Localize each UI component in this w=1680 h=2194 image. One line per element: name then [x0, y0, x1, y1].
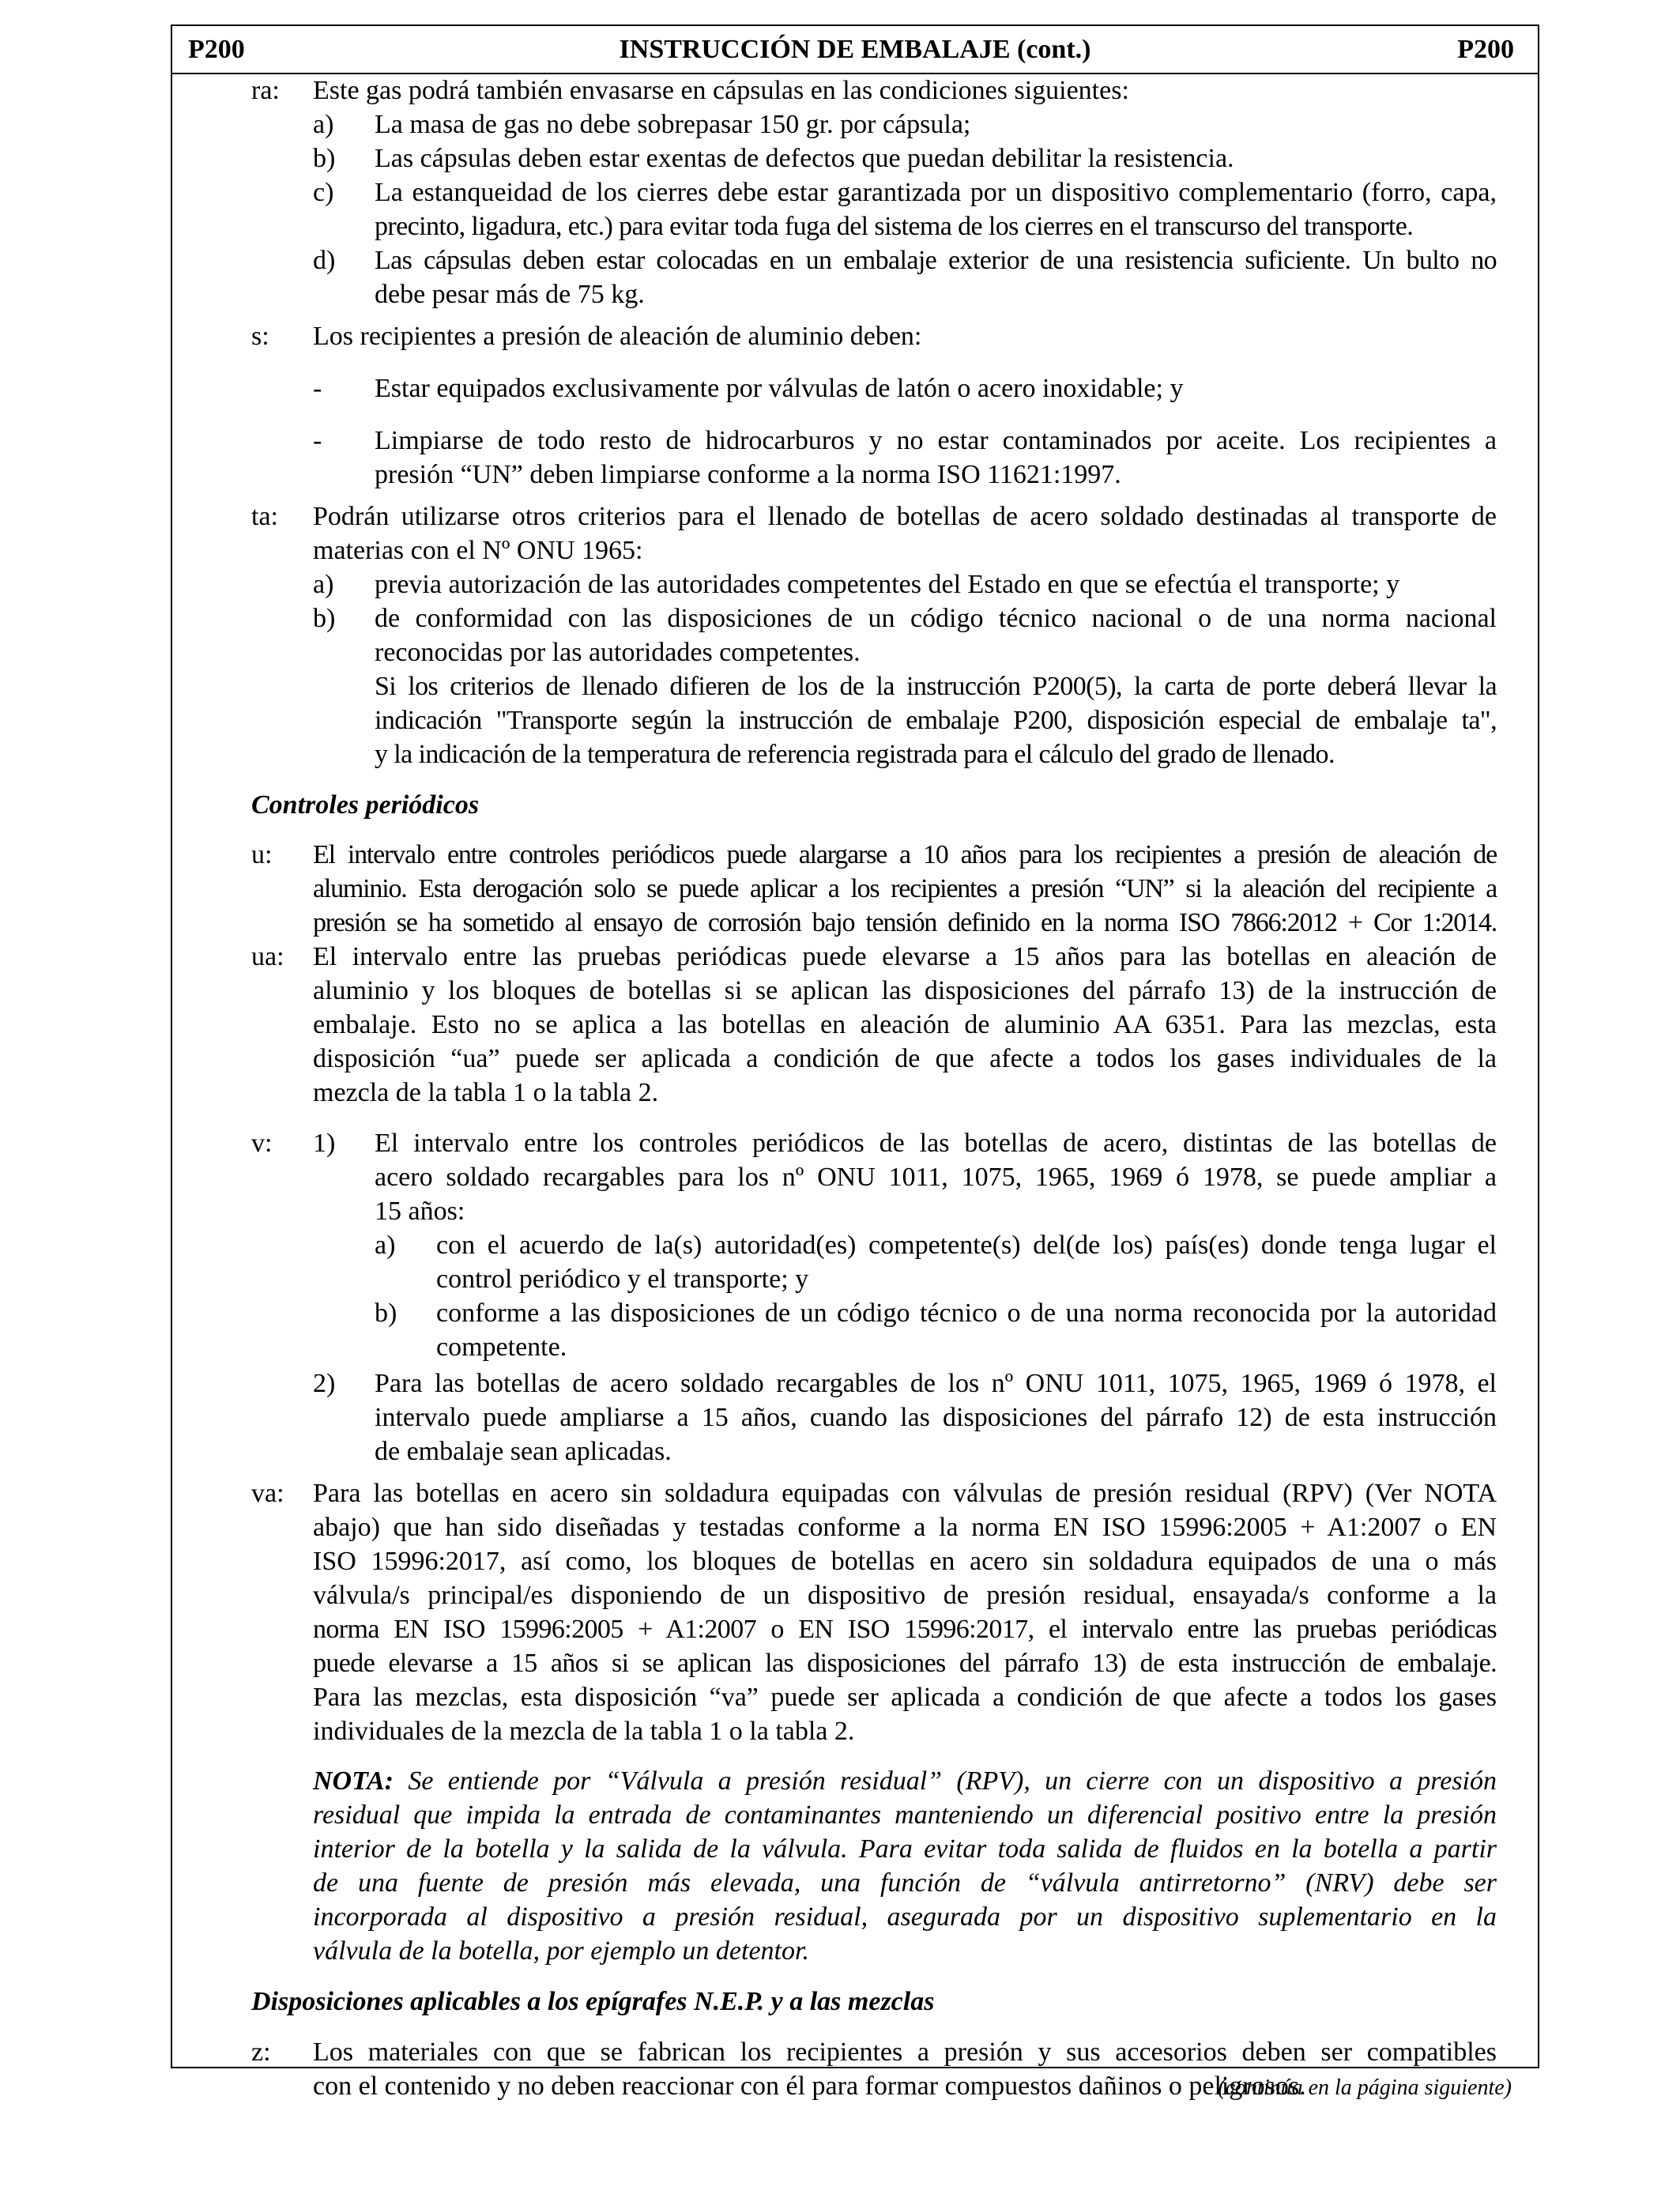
item-text: precinto, ligadura, etc.) para evitar toda fuga del sistema de los cierres en el transcurso del transporte.: [375, 212, 1414, 241]
item-marker: 2): [313, 1369, 336, 1398]
provision-label-ua: ua:: [251, 942, 284, 971]
header-code-left: P200: [188, 35, 245, 64]
provision-text-u: El intervalo entre controles periódicos puede alargarse a 10 años para los recipientes a presión de aleación de: [313, 840, 1497, 869]
item-text: El intervalo entre los controles periódicos de las botellas de acero, distintas de las botellas de: [375, 1129, 1497, 1158]
provision-text-va: individuales de la mezcla de la tabla 1 o la tabla 2.: [313, 1717, 855, 1746]
section-heading-nep: Disposiciones aplicables a los epígrafes N.E.P. y a las mezclas: [251, 1987, 935, 2016]
provision-text-va: Para las botellas en acero sin soldadura equipadas con válvulas de presión residual (RPV) (Ver NOTA: [313, 1479, 1497, 1508]
provision-label-v: v:: [251, 1129, 273, 1158]
provision-label-u: u:: [251, 840, 273, 869]
item-text: La masa de gas no debe sobrepasar 150 gr. por cápsula;: [375, 110, 971, 139]
item-text: intervalo puede ampliarse a 15 años, cuando las disposiciones del párrafo 12) de esta instrucción: [375, 1403, 1497, 1432]
item-marker: a): [313, 570, 334, 599]
provision-text-ra: Este gas podrá también envasarse en cápsulas en las condiciones siguientes:: [313, 76, 1129, 105]
provision-label-ta: ta:: [251, 502, 278, 531]
provision-text-z: con el contenido y no deben reaccionar con él para formar compuestos dañinos o peligrosos.: [313, 2071, 1306, 2101]
item-text: Las cápsulas deben estar exentas de defectos que puedan debilitar la resistencia.: [375, 144, 1234, 173]
item-text: presión “UN” deben limpiarse conforme a la norma ISO 11621:1997.: [375, 460, 1121, 489]
provision-text-u: aluminio. Esta derogación solo se puede aplicar a los recipientes a presión “UN” si la aleación del recipiente a: [313, 874, 1497, 903]
provision-label-va: va:: [251, 1479, 284, 1508]
item-marker: a): [313, 110, 334, 139]
provision-text-va: puede elevarse a 15 años si se aplican las disposiciones del párrafo 13) de esta instrucción de embalaje.: [313, 1649, 1497, 1678]
section-heading-controles: Controles periódicos: [251, 790, 480, 820]
provision-text-va: ISO 15996:2017, así como, los bloques de botellas en acero sin soldadura equipados de una o más: [313, 1547, 1497, 1576]
note-text: Se entiende por “Válvula a presión residual” (RPV), un cierre con un dispositivo a presión: [408, 1766, 1497, 1796]
item-marker: c): [313, 178, 334, 207]
provision-label-s: s:: [251, 322, 269, 351]
item-text: 15 años:: [375, 1197, 465, 1226]
note-text: interior de la botella y la salida de la válvula. Para evitar toda salida de fluidos en la botella a partir: [313, 1834, 1497, 1864]
item-marker: d): [313, 246, 336, 275]
provision-text-ta: materias con el Nº ONU 1965:: [313, 536, 643, 565]
subitem-text: control periódico y el transporte; y: [436, 1265, 809, 1294]
item-text: Si los criterios de llenado difieren de los de la instrucción P200(5), la carta de porte deberá llevar la: [375, 672, 1497, 701]
provision-text-va: norma EN ISO 15996:2005 + A1:2007 o EN ISO 15996:2017, el intervalo entre las pruebas periódicas: [313, 1615, 1497, 1644]
item-text: La estanqueidad de los cierres debe estar garantizada por un dispositivo complementario (forro, capa,: [375, 178, 1497, 207]
item-marker: -: [313, 374, 322, 403]
provision-text-ua: mezcla de la tabla 1 o la tabla 2.: [313, 1078, 659, 1107]
provision-text-va: válvula/s principal/es disponiendo de un dispositivo de presión residual, ensayada/s conforme a la: [313, 1581, 1497, 1610]
header-title: INSTRUCCIÓN DE EMBALAJE (cont.): [619, 35, 1091, 64]
page-header: [172, 26, 1538, 74]
provision-text-va: Para las mezclas, esta disposición “va” puede ser aplicada a condición de que afecte a todos los gases: [313, 1683, 1497, 1712]
item-text: de embalaje sean aplicadas.: [375, 1437, 672, 1466]
note-text: válvula de la botella, por ejemplo un detentor.: [313, 1936, 809, 1966]
provision-text-ta: Podrán utilizarse otros criterios para el llenado de botellas de acero soldado destinadas al transporte de: [313, 502, 1497, 531]
item-text: previa autorización de las autoridades competentes del Estado en que se efectúa el transporte; y: [375, 570, 1400, 599]
note-paragraph: [313, 1764, 1497, 1798]
continuation-note: (continúa en la página siguiente): [1218, 2075, 1512, 2100]
item-text: Estar equipados exclusivamente por válvulas de latón o acero inoxidable; y: [375, 374, 1184, 403]
item-marker: -: [313, 426, 322, 455]
subitem-marker: a): [375, 1231, 396, 1260]
note-text: residual que impida la entrada de contaminantes manteniendo un diferencial positivo entre la presión: [313, 1800, 1497, 1830]
provision-text-ua: disposición “ua” puede ser aplicada a condición de que afecte a todos los gases individuales de la: [313, 1044, 1497, 1073]
header-code-right: P200: [1457, 35, 1514, 64]
item-marker: b): [313, 144, 336, 173]
item-text: y la indicación de la temperatura de referencia registrada para el cálculo del grado de llenado.: [375, 740, 1335, 769]
item-text: indicación "Transporte según la instrucción de embalaje P200, disposición especial de embalaje ta",: [375, 706, 1497, 735]
note-text: de una fuente de presión más elevada, una función de “válvula antirretorno” (NRV) debe ser: [313, 1868, 1497, 1898]
subitem-text: conforme a las disposiciones de un código técnico o de una norma reconocida por la autoridad: [436, 1299, 1497, 1328]
provision-text-ua: El intervalo entre las pruebas periódicas puede elevarse a 15 años para las botellas en aleación de: [313, 942, 1497, 971]
provision-text-u: presión se ha sometido al ensayo de corrosión bajo tensión definido en la norma ISO 7866:2012 + Cor 1:2014.: [313, 908, 1497, 937]
item-text: Limpiarse de todo resto de hidrocarburos y no estar contaminados por aceite. Los recipientes a: [375, 426, 1497, 455]
provision-text-s: Los recipientes a presión de aleación de aluminio deben:: [313, 322, 922, 351]
provision-text-va: abajo) que han sido diseñadas y testadas conforme a la norma EN ISO 15996:2005 + A1:2007 o EN: [313, 1513, 1497, 1542]
subitem-text: con el acuerdo de la(s) autoridad(es) competente(s) del(de los) país(es) donde tenga lugar el: [436, 1231, 1497, 1260]
item-marker: 1): [313, 1129, 336, 1158]
item-text: de conformidad con las disposiciones de un código técnico nacional o de una norma nacional: [375, 604, 1497, 633]
provision-text-ua: embalaje. Esto no se aplica a las botellas en aleación de aluminio AA 6351. Para las mezclas, esta: [313, 1010, 1497, 1039]
subitem-marker: b): [375, 1299, 397, 1328]
item-text: debe pesar más de 75 kg.: [375, 280, 645, 309]
subitem-text: competente.: [436, 1333, 567, 1362]
item-text: acero soldado recargables para los nº ONU 1011, 1075, 1965, 1969 ó 1978, se puede ampliar a: [375, 1163, 1497, 1192]
item-text: Las cápsulas deben estar colocadas en un embalaje exterior de una resistencia suficiente. Un bulto no: [375, 246, 1497, 275]
note-text: incorporada al dispositivo a presión residual, asegurada por un dispositivo suplementario en la: [313, 1902, 1497, 1932]
provision-label-ra: ra:: [251, 76, 280, 105]
item-marker: b): [313, 604, 336, 633]
provision-label-z: z:: [251, 2038, 271, 2067]
item-text: reconocidas por las autoridades competentes.: [375, 638, 861, 667]
provision-text-z: Los materiales con que se fabrican los recipientes a presión y sus accesorios deben ser compatibles: [313, 2038, 1497, 2067]
item-text: Para las botellas de acero soldado recargables de los nº ONU 1011, 1075, 1965, 1969 ó 1978, el: [375, 1369, 1497, 1398]
provision-text-ua: aluminio y los bloques de botellas si se aplican las disposiciones del párrafo 13) de la instrucción de: [313, 976, 1497, 1005]
note-label: NOTA:: [313, 1766, 394, 1796]
